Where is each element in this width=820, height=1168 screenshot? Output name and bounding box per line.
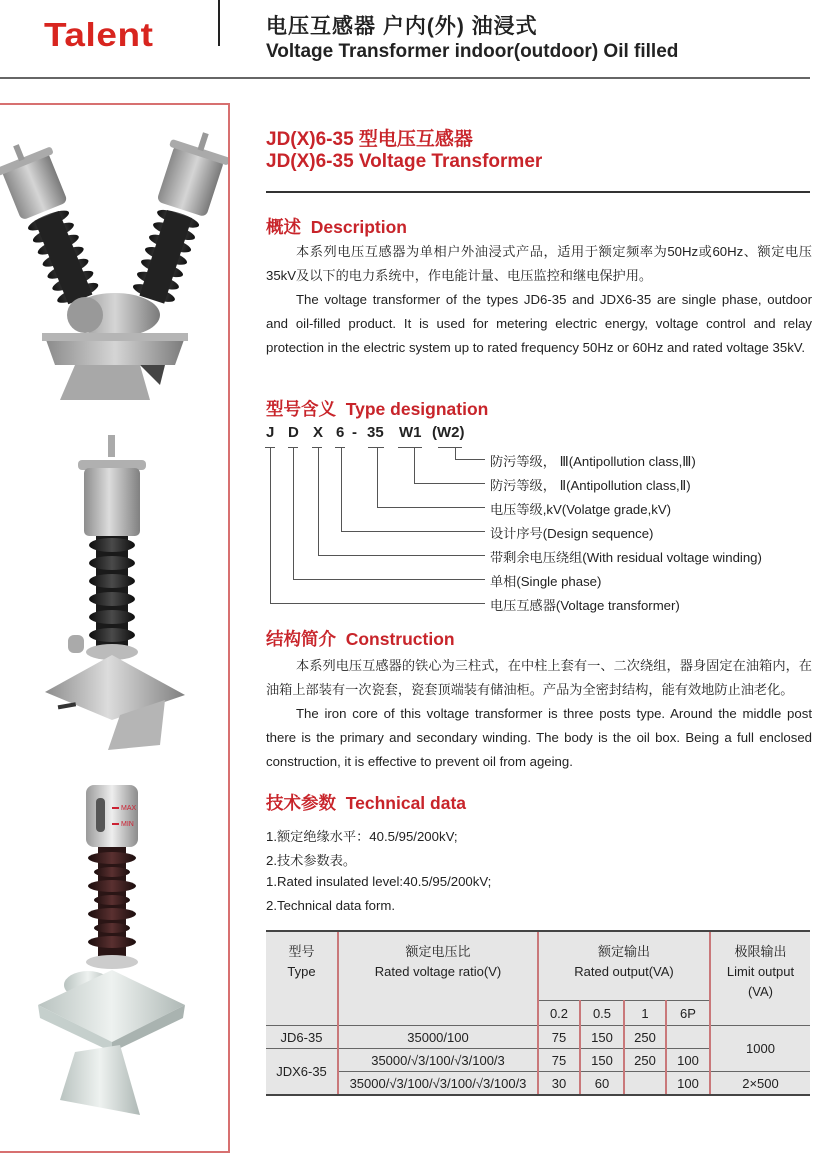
title-rule (266, 191, 810, 193)
table-header-row (266, 931, 810, 1001)
header-limit-cn: 极限输出 (734, 944, 787, 959)
leader-j (270, 603, 485, 604)
header-limit (710, 931, 810, 1026)
leader-6 (341, 531, 485, 532)
leader-35 (377, 507, 485, 508)
description-heading (266, 214, 407, 239)
header-ratio-cn: 额定电压比 (405, 944, 471, 959)
construction-heading (266, 626, 455, 651)
technical-heading (266, 790, 466, 815)
header-ratio-en: Rated voltage ratio(V) (374, 964, 502, 979)
code-dash: - (352, 424, 357, 441)
code-35: 35 (367, 424, 384, 441)
class-0.2: 0.2 (538, 1001, 580, 1026)
class-6P: 6P (666, 1001, 710, 1026)
header-ratio (338, 931, 538, 1026)
construction-body (266, 654, 812, 774)
brand-logo: Talent (44, 16, 154, 53)
header-type-cn: 型号 (288, 944, 315, 959)
code-J: J (266, 424, 275, 441)
gauge-max-label: MAX (121, 805, 137, 812)
row-value: 250 (624, 1049, 666, 1072)
header-limit-en: Limit output (726, 964, 795, 979)
leader-35 (377, 447, 378, 507)
code-W2: (W2) (432, 424, 465, 441)
header-output (538, 931, 710, 1001)
row-value: 30 (538, 1072, 580, 1096)
code-6: 6 (336, 424, 345, 441)
row-value (624, 1072, 666, 1096)
row-limit: 2×500 (710, 1072, 810, 1096)
designation-label-j: 电压互感器(Voltage transformer) (490, 598, 680, 613)
construction-para-en: The iron core of this voltage transformer is three posts type. Around the middle post there is the primary and secondary winding. The body is the oil box. Being a full enclosed construction, it is effective to prevent oil from ageing. (266, 706, 812, 769)
code-D: D (288, 424, 299, 441)
leader-w2 (455, 459, 485, 460)
technical-line-1: 1.额定绝缘水平：40.5/95/200kV; (266, 829, 458, 844)
construction-para-cn: 本系列电压互感器的铁心为三柱式，在中柱上套有一、二次绕组，器身固定在油箱内，在油箱上部装有一次瓷套，瓷套顶端装有储油柜。产品为全密封结构，能有效地防止油老化。 (266, 658, 812, 697)
gauge-min-label: MIN (121, 821, 134, 828)
leader-d (293, 447, 294, 579)
header-rule (0, 77, 810, 79)
row-value: 250 (624, 1026, 666, 1049)
construction-heading-en: Construction (345, 629, 455, 649)
designation-label-w1: 防污等级， Ⅱ(Antipollution class,Ⅱ) (490, 478, 691, 493)
table-row (266, 1072, 810, 1096)
construction-heading-cn: 结构简介 (266, 629, 336, 649)
row-value: 100 (666, 1049, 710, 1072)
row-value: 75 (538, 1026, 580, 1049)
class-1: 1 (624, 1001, 666, 1026)
designation-label-35: 电压等级,kV(Volatge grade,kV) (490, 502, 672, 517)
leader-w1 (414, 483, 485, 484)
class-0.5: 0.5 (580, 1001, 624, 1026)
designation-heading-cn: 型号含义 (266, 399, 336, 419)
technical-line-2: 2.技术参数表。 (266, 853, 357, 868)
row-ratio: 35000/√3/100/√3/100/√3/100/3 (338, 1072, 538, 1096)
row-ratio: 35000/√3/100/√3/100/3 (338, 1049, 538, 1072)
technical-heading-en: Technical data (345, 793, 467, 813)
code-underline (438, 447, 462, 448)
product-title-cn: JD(X)6-35 型电压互感器 (266, 129, 473, 150)
row-value: 75 (538, 1049, 580, 1072)
table-row (266, 1026, 810, 1049)
designation-label-d: 单相(Single phase) (490, 574, 602, 589)
designation-heading (266, 396, 488, 421)
header-title-cn: 电压互感器 户内(外) 油浸式 (266, 15, 538, 38)
row-ratio: 35000/100 (338, 1026, 538, 1049)
row-value: 150 (580, 1049, 624, 1072)
technical-data-table (266, 930, 810, 1096)
single-bushing-transformer-photo (0, 430, 228, 765)
header-limit-unit: (VA) (747, 984, 774, 999)
technical-heading-cn: 技术参数 (266, 793, 336, 813)
code-underline (398, 447, 422, 448)
photo-panel (0, 103, 230, 1153)
product-title-en: JD(X)6-35 Voltage Transformer (266, 151, 543, 172)
header-output-cn: 额定输出 (597, 944, 650, 959)
row-limit: 1000 (710, 1026, 810, 1072)
header-title-en: Voltage Transformer indoor(outdoor) Oil filled (266, 41, 679, 62)
row-value (666, 1026, 710, 1049)
description-para-cn: 本系列电压互感器为单相户外油浸式产品，适用于额定频率为50Hz或60Hz、额定电压35kV及以下的电力系统中，作电能计量、电压监控和继电保护用。 (266, 244, 812, 283)
leader-d (293, 579, 485, 580)
header-type (266, 931, 338, 1026)
description-para-en: The voltage transformer of the types JD6-35 and JDX6-35 are single phase, outdoor and oil-filled product. It is used for metering electric energy, voltage control and relay protection in the electric system up to rated frequency 50Hz or 60Hz and rated voltage 35kV. (266, 292, 812, 355)
leader-6 (341, 447, 342, 531)
code-W1: W1 (399, 424, 422, 441)
leader-j (270, 447, 271, 603)
level-gauge-transformer-photo (0, 780, 228, 1140)
technical-line-3: 1.Rated insulated level:40.5/95/200kV; (266, 874, 492, 889)
description-heading-cn: 概述 (266, 217, 301, 237)
description-heading-en: Description (310, 217, 408, 237)
leader-x (318, 555, 485, 556)
designation-label-x: 带剩余电压绕组(With residual voltage winding) (490, 550, 762, 565)
code-underline (335, 447, 345, 448)
description-body (266, 240, 812, 360)
designation-label-w2: 防污等级， Ⅲ(Antipollution class,Ⅲ) (490, 454, 696, 469)
leader-w2 (455, 447, 456, 459)
code-underline (312, 447, 322, 448)
row-value: 100 (666, 1072, 710, 1096)
technical-line-4: 2.Technical data form. (266, 898, 396, 913)
header-divider (218, 0, 220, 46)
designation-label-6: 设计序号(Design sequence) (490, 526, 654, 541)
code-X: X (313, 424, 324, 441)
leader-w1 (414, 447, 415, 483)
header-output-en: Rated output(VA) (574, 964, 674, 979)
leader-x (318, 447, 319, 555)
header-type-en: Type (287, 964, 316, 979)
designation-heading-en: Type designation (345, 399, 489, 419)
row-type: JDX6-35 (266, 1049, 338, 1096)
code-underline (368, 447, 384, 448)
row-value: 60 (580, 1072, 624, 1096)
v-type-transformer-photo (0, 115, 228, 415)
row-type: JD6-35 (280, 1029, 323, 1045)
row-value: 150 (580, 1026, 624, 1049)
